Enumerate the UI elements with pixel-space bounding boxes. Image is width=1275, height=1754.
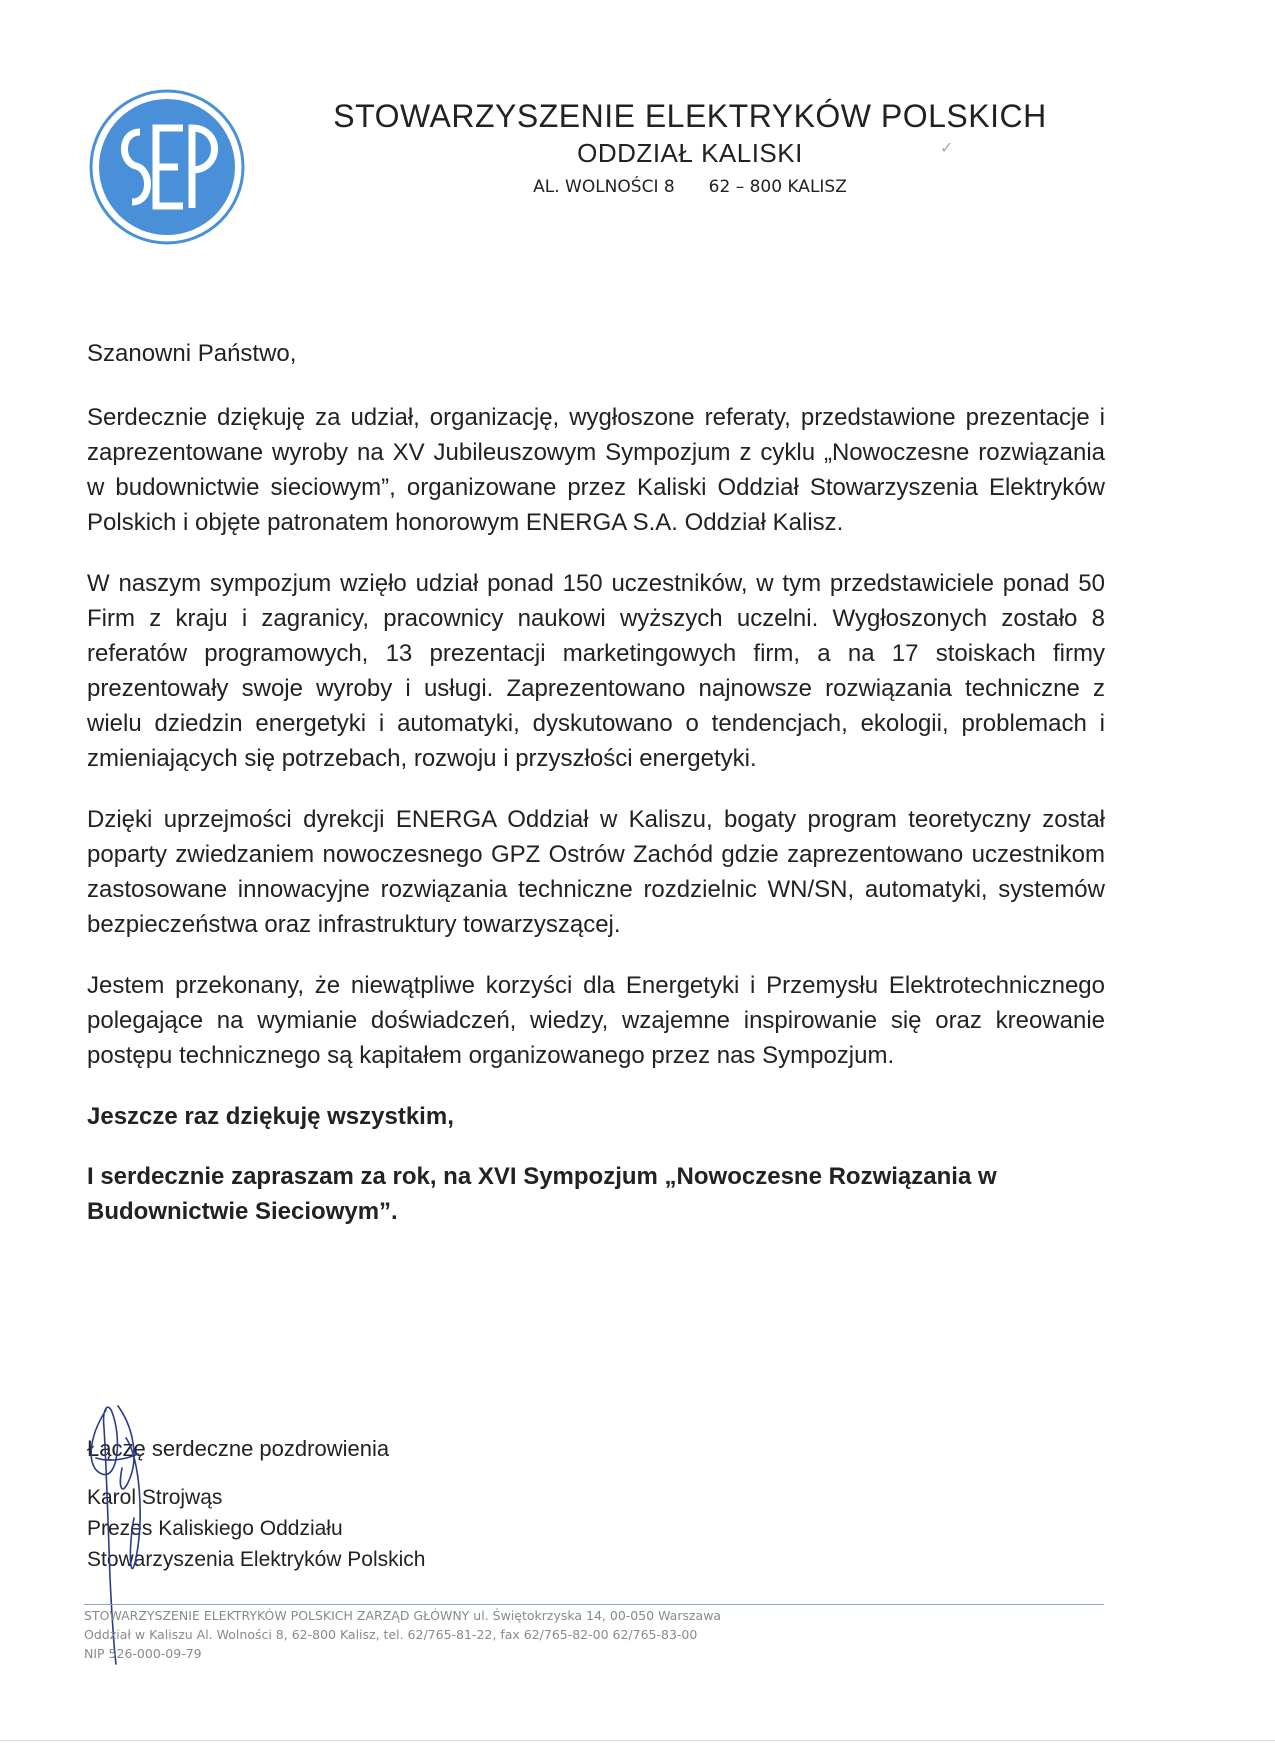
organization-name: STOWARZYSZENIE ELEKTRYKÓW POLSKICH [333, 98, 1047, 134]
salutation: Szanowni Państwo, [87, 340, 297, 367]
thanks-line: Jeszcze raz dziękuję wszystkim, [87, 1103, 454, 1130]
scan-edge [0, 1740, 1275, 1741]
invitation: I serdecznie zapraszam za rok, na XVI Sympozjum „Nowoczesne Rozwiązania w Budownictwie Sieciowym”. [87, 1163, 997, 1225]
branch-name: ODDZIAŁ KALISKI [577, 138, 803, 168]
footer-line-1: STOWARZYSZENIE ELEKTRYKÓW POLSKICH ZARZĄD GŁÓWNY ul. Świętokrzyska 14, 00-050 Warszawa [84, 1608, 722, 1623]
street-address: AL. WOLNOŚCI 8 [533, 177, 675, 197]
footer-divider [84, 1604, 1104, 1605]
signer-name: Karol Strojwąs [87, 1486, 223, 1509]
footer-line-3: NIP 526-000-09-79 [84, 1646, 202, 1661]
signer-title-line-1: Prezes Kaliskiego Oddziału [87, 1517, 343, 1540]
letterhead [290, 96, 1090, 200]
footer-line-2: Oddział w Kaliszu Al. Wolności 8, 62-800 Kalisz, tel. 62/765-81-22, fax 62/765-82-00 62/765-83-00 [84, 1627, 698, 1642]
letter-body [87, 336, 1105, 1229]
sep-logo [88, 88, 246, 246]
paragraph-1: Serdecznie dziękuję za udział, organizację, wygłoszone referaty, przedstawione prezentacje i zaprezentowane wyroby na XV Jubileuszowym Sympozjum z cyklu „Nowoczesne rozwiązania w budownictwie sieciowym”, organizowane przez Kaliski Oddział Stowarzyszenia Elektryków Polskich i objęte patronatem honorowym ENERGA S.A. Oddział Kalisz. [87, 404, 1105, 536]
paragraph-2: W naszym sympozjum wzięło udział ponad 150 uczestników, w tym przedstawiciele ponad 50 Firm z kraju i zagranicy, pracownicy naukowi wyższych uczelni. Wygłoszonych zostało 8 referatów programowych, 13 prezentacji marketingowych firm, a na 17 stoiskach firmy prezentowały swoje wyroby i usługi. Zaprezentowano najnowsze rozwiązania techniczne z wielu dziedzin energetyki i automatyki, dyskutowano o tendencjach, ekologii, problemach i zmieniających się potrzebach, rozwoju i przyszłości energetyki. [87, 570, 1105, 772]
paragraph-3: Dzięki uprzejmości dyrekcji ENERGA Oddział w Kaliszu, bogaty program teoretyczny został poparty zwiedzaniem nowoczesnego GPZ Ostrów Zachód gdzie zaprezentowano uczestnikom zastosowane innowacyjne rozwiązania techniczne rozdzielnic WN/SN, automatyki, systemów bezpieczeństwa oraz infrastruktury towarzyszącej. [87, 806, 1105, 938]
paragraph-4: Jestem przekonany, że niewątpliwe korzyści dla Energetyki i Przemysłu Elektrotechnicznego polegające na wymianie doświadczeń, wiedzy, wzajemne inspirowanie się oraz kreowanie postępu technicznego są kapitałem organizowanego przez nas Sympozjum. [87, 972, 1105, 1069]
closing-block [87, 1433, 687, 1575]
organization-address [290, 174, 1090, 200]
footer [84, 1606, 1184, 1663]
postal-city: 62 – 800 KALISZ [708, 177, 847, 197]
stray-mark: ✓ [940, 140, 954, 157]
greeting: Łączę serdeczne pozdrowienia [87, 1436, 390, 1461]
signer-title-line-2: Stowarzyszenia Elektryków Polskich [87, 1548, 426, 1571]
